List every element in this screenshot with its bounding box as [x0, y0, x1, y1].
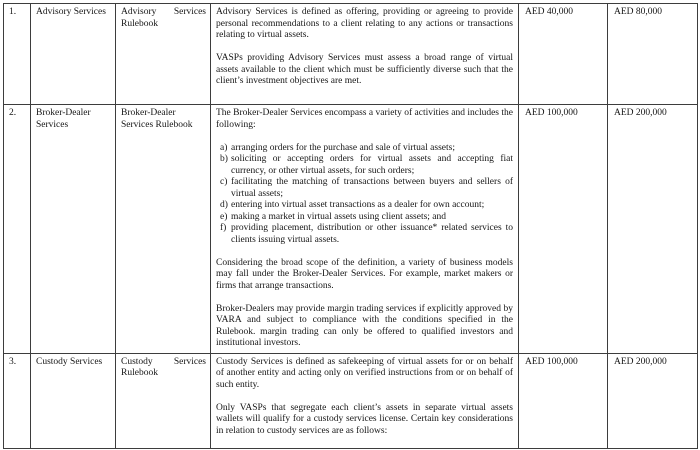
list-item — [216, 212, 513, 224]
row-number-cell: 2. — [4, 105, 31, 354]
description-paragraph: Custody Services is defined as safekeeping of virtual assets for or on behalf of another entity and acting only on verified instructions from or on behalf of such entity. — [216, 356, 513, 390]
description-paragraph: Only VASPs that segregate each client’s assets in separate virtual assets wallets will qualify for a custody services license. Certain key considerations in relation to custody services are as follows: — [216, 402, 513, 436]
service-name-cell: Custody Services — [31, 353, 116, 448]
table-row — [4, 105, 698, 354]
fee-table-body — [4, 4, 698, 449]
fee-cell-2: AED 200,000 — [608, 105, 698, 354]
list-item-text: arranging orders for the purchase and sale of virtual assets; — [231, 142, 455, 153]
description-paragraph: The Broker-Dealer Services encompass a variety of activities and includes the following: — [216, 108, 513, 130]
description-paragraph: Advisory Services is defined as offering, providing or agreeing to provide personal recommendations to a client relating to any actions or transactions relating to virtual assets. — [216, 7, 513, 40]
description-cell — [211, 105, 519, 354]
list-item — [216, 223, 513, 246]
list-item-label: a) — [220, 142, 228, 153]
list-item-label: e) — [220, 211, 228, 222]
list-item-label: c) — [220, 177, 228, 187]
list-item-text: making a market in virtual assets using client assets; and — [231, 211, 447, 222]
list-item — [216, 200, 513, 212]
list-item-text: soliciting or accepting orders for virtual assets and accepting fiat currency, or other virtual assets, for such orders; — [231, 154, 513, 176]
vasp-fee-table — [3, 3, 698, 449]
description-paragraph: Broker-Dealers may provide margin trading services if explicitly approved by VARA and subject to compliance with the conditions specified in the Rulebook. margin trading can only be offered to qualified investors and institutional investors. — [216, 303, 513, 348]
service-name-cell: Broker-Dealer Services — [31, 105, 116, 354]
list-item-text: entering into virtual asset transactions as a dealer for own account; — [231, 200, 485, 210]
description-cell — [211, 353, 519, 448]
description-cell — [211, 4, 519, 105]
list-item-text: providing placement, distribution or other issuance* related services to clients issuing virtual assets. — [231, 223, 513, 245]
rulebook-cell: Broker-Dealer Services Rulebook — [116, 105, 211, 354]
list-item-label: f) — [220, 223, 227, 233]
list-item-text: facilitating the matching of transactions between buyers and sellers of virtual assets; — [231, 177, 513, 199]
list-item-label: b) — [220, 154, 228, 164]
row-number-cell: 3. — [4, 353, 31, 448]
document-page — [3, 3, 698, 449]
description-paragraph: Considering the broad scope of the definition, a variety of business models may fall under the Broker-Dealer Services. For example, market makers or firms that arrange transactions. — [216, 257, 513, 291]
list-item — [216, 154, 513, 177]
fee-cell-1: AED 100,000 — [519, 353, 608, 448]
fee-cell-2: AED 200,000 — [608, 353, 698, 448]
rulebook-cell: Advisory Services Rulebook — [116, 4, 211, 105]
list-item — [216, 143, 513, 155]
table-row — [4, 353, 698, 448]
description-list — [216, 143, 513, 247]
rulebook-cell: Custody Services Rulebook — [116, 353, 211, 448]
row-number-cell: 1. — [4, 4, 31, 105]
list-item-label: d) — [220, 200, 228, 210]
description-paragraph: VASPs providing Advisory Services must assess a broad range of virtual assets available to the client which must be sufficiently diverse such that the client’s investment objectives are met. — [216, 53, 513, 86]
fee-cell-1: AED 100,000 — [519, 105, 608, 354]
table-row — [4, 4, 698, 105]
list-item — [216, 177, 513, 200]
fee-cell-1: AED 40,000 — [519, 4, 608, 105]
service-name-cell: Advisory Services — [31, 4, 116, 105]
fee-cell-2: AED 80,000 — [608, 4, 698, 105]
